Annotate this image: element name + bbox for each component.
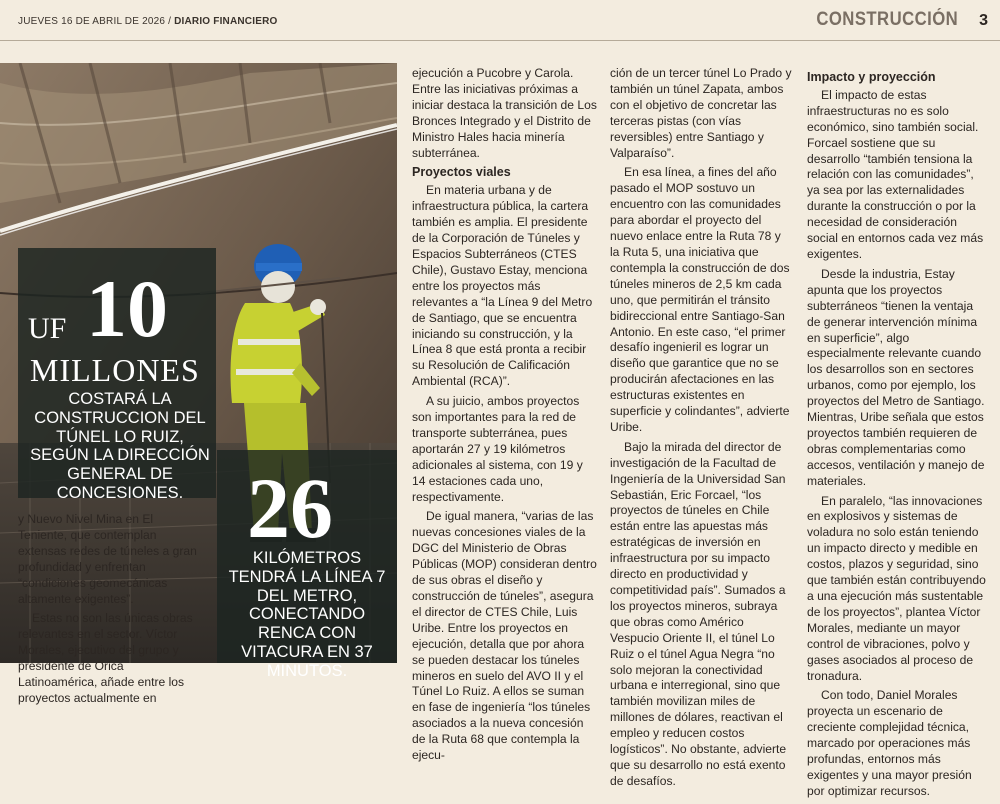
- article-column-3: [610, 66, 792, 794]
- stat-cost-number: 10: [86, 263, 168, 354]
- stat-cost-caption: COSTARÁ LA CONSTRUCCION DEL TÚNEL LO RUIZ, SEGÚN LA DIRECCIÓN GENERAL DE CONCESIONES.: [30, 390, 210, 502]
- stat-length-caption: KILÓMETROS TENDRÁ LA LÍNEA 7 DEL METRO, CONECTANDO RENCA CON VITACURA EN 37 MINUTOS.: [228, 549, 386, 680]
- paragraph: ción de un tercer túnel Lo Prado y también un túnel Zapata, ambos con el objetivo de concretar las terceras pistas (con vías reversibles) entre Santiago y Valparaíso”.: [610, 66, 792, 160]
- paragraph: De igual manera, “varias de las nuevas concesiones viales de la DGC del Ministerio de Obras Públicas (MOP) consideran dentro de sus obras el diseño y construcción de túneles”, asegura el director de CTES Chile, Luis Uribe. Entre los proyectos en ejecución, detalla que por ahora se pueden destacar los túneles mineros en suelo del AVO II y el Túnel Lo Ruiz. A ellos se suman en fase de ingeniería “los túneles asociados a la nueva concesión de la Ruta 68 que contempla la ejecu-: [412, 509, 597, 763]
- subheading-impacto: Impacto y proyección: [807, 70, 936, 84]
- page-number: 3: [979, 12, 988, 29]
- stat-cost-prefix: UF: [28, 312, 67, 345]
- article-column-1: [18, 512, 198, 711]
- paragraph: El impacto de estas infraestructuras no es solo económico, sino también social. Forcael sostiene que su desarrollo “también tensiona la relación con las comunidades”, ya sea por las externalidades durante la construcción o por la necesidad de consideración social en entornos cada vez más exigentes.: [807, 87, 984, 261]
- subheading-proyectos-viales: Proyectos viales: [412, 165, 511, 180]
- stat-cost-unit: MILLONES: [30, 352, 200, 388]
- paragraph: A su juicio, ambos proyectos son importantes para la red de transporte subterránea, pues aportarán 27 y 19 kilómetros adicionales al sistema, con 19 y 14 estaciones cada uno, respectivamente.: [412, 394, 583, 504]
- publication-name: DIARIO FINANCIERO: [174, 16, 278, 27]
- dateline: [18, 16, 277, 27]
- paragraph: ejecución a Pucobre y Carola. Entre las iniciativas próximas a iniciar destaca la transición de Los Bronces Integrado y el Distrito de Ministro Hales hacia minería subterránea.: [412, 66, 597, 160]
- paragraph: En esa línea, a fines del año pasado el MOP sostuvo un encuentro con las comunidades para abordar el proyecto del nuevo enlace entre la Ruta 78 y la Ruta 5, una iniciativa que contempla la construcción de dos túneles mineros de 2,5 km cada uno, que permitirán el tránsito bidireccional entre Santiago-San Antonio. En este caso, “el primer desafío ingenieril es lograr un diseño que garantice que no se producirán afectaciones en las estructuras existentes en superficie y colindantes”, advierte Uribe.: [610, 165, 790, 434]
- paragraph: Estas no son las únicas obras relevantes en el sector. Víctor Morales, ejecutivo del grupo y presidente de Orica Latinoamérica, añade entre los proyectos actualmente en: [18, 611, 193, 705]
- paragraph: Desde la industria, Estay apunta que los proyectos subterráneos “tienen la ventaja de generar intervención mínima en superficie”, algo especialmente relevante cuando los desarrollos son en sectores urbanos, como por ejemplo, los proyectos del Metro de Santiago. Mientras, Uribe señala que estos proyectos también requieren de obras complementarias como accesos, ventilación y manejo de materiales.: [807, 266, 985, 488]
- paragraph: y Nuevo Nivel Mina en El Teniente, que contemplan extensas redes de túneles a gran profundidad y enfrentan “condiciones geomecánicas altamente exigentes”.: [18, 512, 197, 606]
- section-title: CONSTRUCCIÓN: [816, 9, 958, 30]
- paragraph: Con todo, Daniel Morales proyecta un escenario de creciente complejidad técnica, marcado por operaciones más profundas, entornos más exigentes y una mayor presión por optimizar recursos.: [807, 688, 972, 798]
- issue-date: JUEVES 16 DE ABRIL DE 2026: [18, 16, 166, 27]
- paragraph: En paralelo, “las innovaciones en explosivos y sistemas de voladura no solo están teniendo un impacto directo y medible en costos, plazos y seguridad, sino que también están contribuyendo a una ejecución más sustentable de los proyectos”, plantea Víctor Morales, mediante un mayor control de vibraciones, polvo y gases asociados al proceso de tronadura.: [807, 493, 986, 683]
- stat-length-number: 26: [247, 460, 333, 556]
- article-column-2: [412, 66, 597, 768]
- dateline-separator: /: [168, 16, 172, 27]
- page-header: [0, 0, 1000, 41]
- article-column-4: [807, 66, 989, 804]
- paragraph: En materia urbana y de infraestructura pública, la cartera también es amplia. El presidente de la Corporación de Túneles y Espacios Subterráneos (CTES Chile), Gustavo Estay, menciona entre los proyectos más relevantes a “la Línea 9 del Metro de Santiago, que se encuentra iniciando su construcción, y la Línea 8 que está pronta a recibir su Resolución de Calificación Ambiental (RCA)”.: [412, 183, 593, 389]
- paragraph: Bajo la mirada del director de investigación de la Facultad de Ingeniería de la Universidad San Sebastián, Eric Forcael, “los proyectos de túneles en Chile están entre las apuestas más estratégicas de inversión en infraestructura por su impacto directo en productividad y competitividad país”. Sumados a los proyectos mineros, subraya que obras como Américo Vespucio Oriente II, el túnel Lo Ruiz o el túnel Agua Negra “no solo mejoran la conectividad urbana e interregional, sino que también movilizan miles de millones de dólares, reactivan el empleo y reducen costos logísticos”. No obstante, advierte que su desarrollo no está exento de desafíos.: [610, 439, 787, 788]
